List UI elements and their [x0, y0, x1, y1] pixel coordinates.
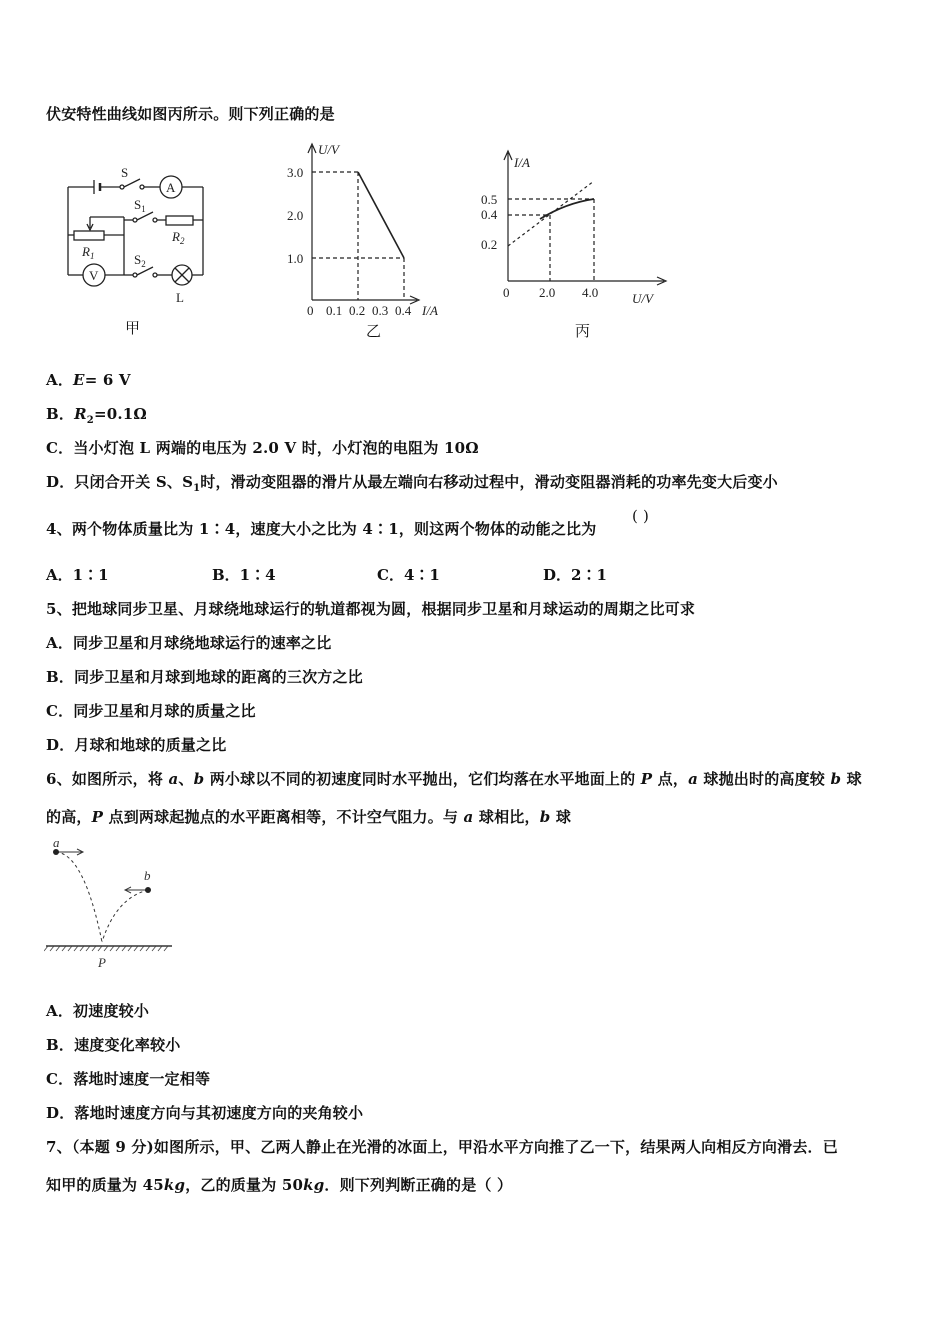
yi-xtick: 0.2	[349, 303, 366, 318]
label-p: P	[98, 955, 106, 970]
q4-options	[46, 564, 906, 584]
q3-option-a: A．E= 6 V	[46, 371, 131, 389]
q6-option: B．速度变化率较小	[46, 1036, 181, 1054]
q5-option: D．月球和地球的质量之比	[46, 736, 227, 754]
label-b: b	[144, 868, 151, 883]
caption-yi: 乙	[366, 322, 382, 340]
q7-stem-line2: 知甲的质量为 45kg，乙的质量为 50kg．则下列判断正确的是（ ）	[46, 1176, 513, 1194]
circuit-figure-jia	[60, 165, 210, 340]
caption-jia: 甲	[125, 319, 141, 337]
q7-stem-line1: 7、（本题 9 分)如图所示，甲、乙两人静止在光滑的冰面上，甲沿水平方向推了乙一下，结果两人向相反方向滑去．已	[46, 1138, 838, 1156]
q4-option: D．2∶1	[543, 566, 607, 584]
bing-xlabel: U/V	[632, 291, 653, 306]
bing-xtick: 2.0	[539, 285, 556, 300]
yi-xtick: 0.1	[326, 303, 343, 318]
yi-xlabel: I/A	[422, 303, 438, 318]
q4-option: B．1∶4	[212, 566, 276, 584]
bing-ytick: 0.4	[481, 207, 498, 222]
q4-option: C．4∶1	[377, 566, 440, 584]
label-ammeter-a: A	[166, 180, 176, 195]
label-switch-s2: $S_2$	[134, 252, 146, 269]
bing-xtick: 4.0	[582, 285, 599, 300]
q5-option: C．同步卫星和月球的质量之比	[46, 702, 256, 720]
label-lamp-l: L	[176, 290, 184, 305]
yi-ytick: 1.0	[287, 251, 304, 266]
yi-xtick: 0.4	[395, 303, 412, 318]
bing-ylabel: I/A	[514, 155, 530, 170]
q3-option-c: C．当小灯泡 L 两端的电压为 2.0 V 时，小灯泡的电阻为 10Ω	[46, 439, 479, 457]
bing-ytick: 0.2	[481, 237, 498, 252]
q3-option-d: D．只闭合开关 S、$S_1$时，滑动变阻器的滑片从最左端向右移动过程中，滑动变阻器消耗的功率先变大后变小	[46, 473, 778, 494]
q6-stem-line2: 的高，P 点到两球起抛点的水平距离相等，不计空气阻力。与 a 球相比，b 球	[46, 808, 572, 826]
ball-b	[145, 887, 151, 893]
projectile-figure	[44, 838, 176, 973]
q3-option-b: B．$R_2=0.1\Omega$	[46, 405, 147, 426]
bing-ytick: 0.5	[481, 192, 498, 207]
bing-xtick: 0	[503, 285, 510, 300]
label-resistor-r1: $R_1$	[82, 244, 95, 261]
yi-ylabel: U/V	[318, 142, 339, 157]
q4-stem: 4、两个物体质量比为 1∶4，速度大小之比为 4∶1，则这两个物体的动能之比为	[46, 520, 597, 538]
label-a: a	[53, 838, 60, 850]
q5-option: A．同步卫星和月球绕地球运行的速率之比	[46, 634, 332, 652]
yi-ytick: 2.0	[287, 208, 304, 223]
q6-stem-line1: 6、如图所示，将 a、b 两小球以不同的初速度同时水平抛出，它们均落在水平地面上的 P 点，a 球抛出时的高度较 b 球	[46, 770, 862, 788]
graph-bing	[476, 145, 676, 315]
q6-option: C．落地时速度一定相等	[46, 1070, 211, 1088]
q6-option: D．落地时速度方向与其初速度方向的夹角较小	[46, 1104, 364, 1122]
label-switch-s: S	[121, 165, 129, 180]
yi-xtick: 0	[307, 303, 314, 318]
q5-stem: 5、把地球同步卫星、月球绕地球运行的轨道都视为圆，根据同步卫星和月球运动的周期之比可求	[46, 600, 696, 618]
yi-xtick: 0.3	[372, 303, 389, 318]
q4-option: A．1∶1	[46, 566, 109, 584]
yi-ytick: 3.0	[287, 165, 304, 180]
label-resistor-r2: $R_2$	[172, 229, 185, 246]
q5-option: B．同步卫星和月球到地球的距离的三次方之比	[46, 668, 363, 686]
caption-bing: 丙	[575, 322, 591, 340]
graph-yi	[282, 140, 452, 325]
q4-bracket: ( )	[632, 507, 650, 525]
q6-option: A．初速度较小	[46, 1002, 150, 1020]
label-switch-s1: $S_1$	[134, 197, 146, 214]
intro-text: 伏安特性曲线如图丙所示。则下列正确的是	[46, 105, 335, 123]
label-voltmeter-v: V	[89, 268, 99, 283]
